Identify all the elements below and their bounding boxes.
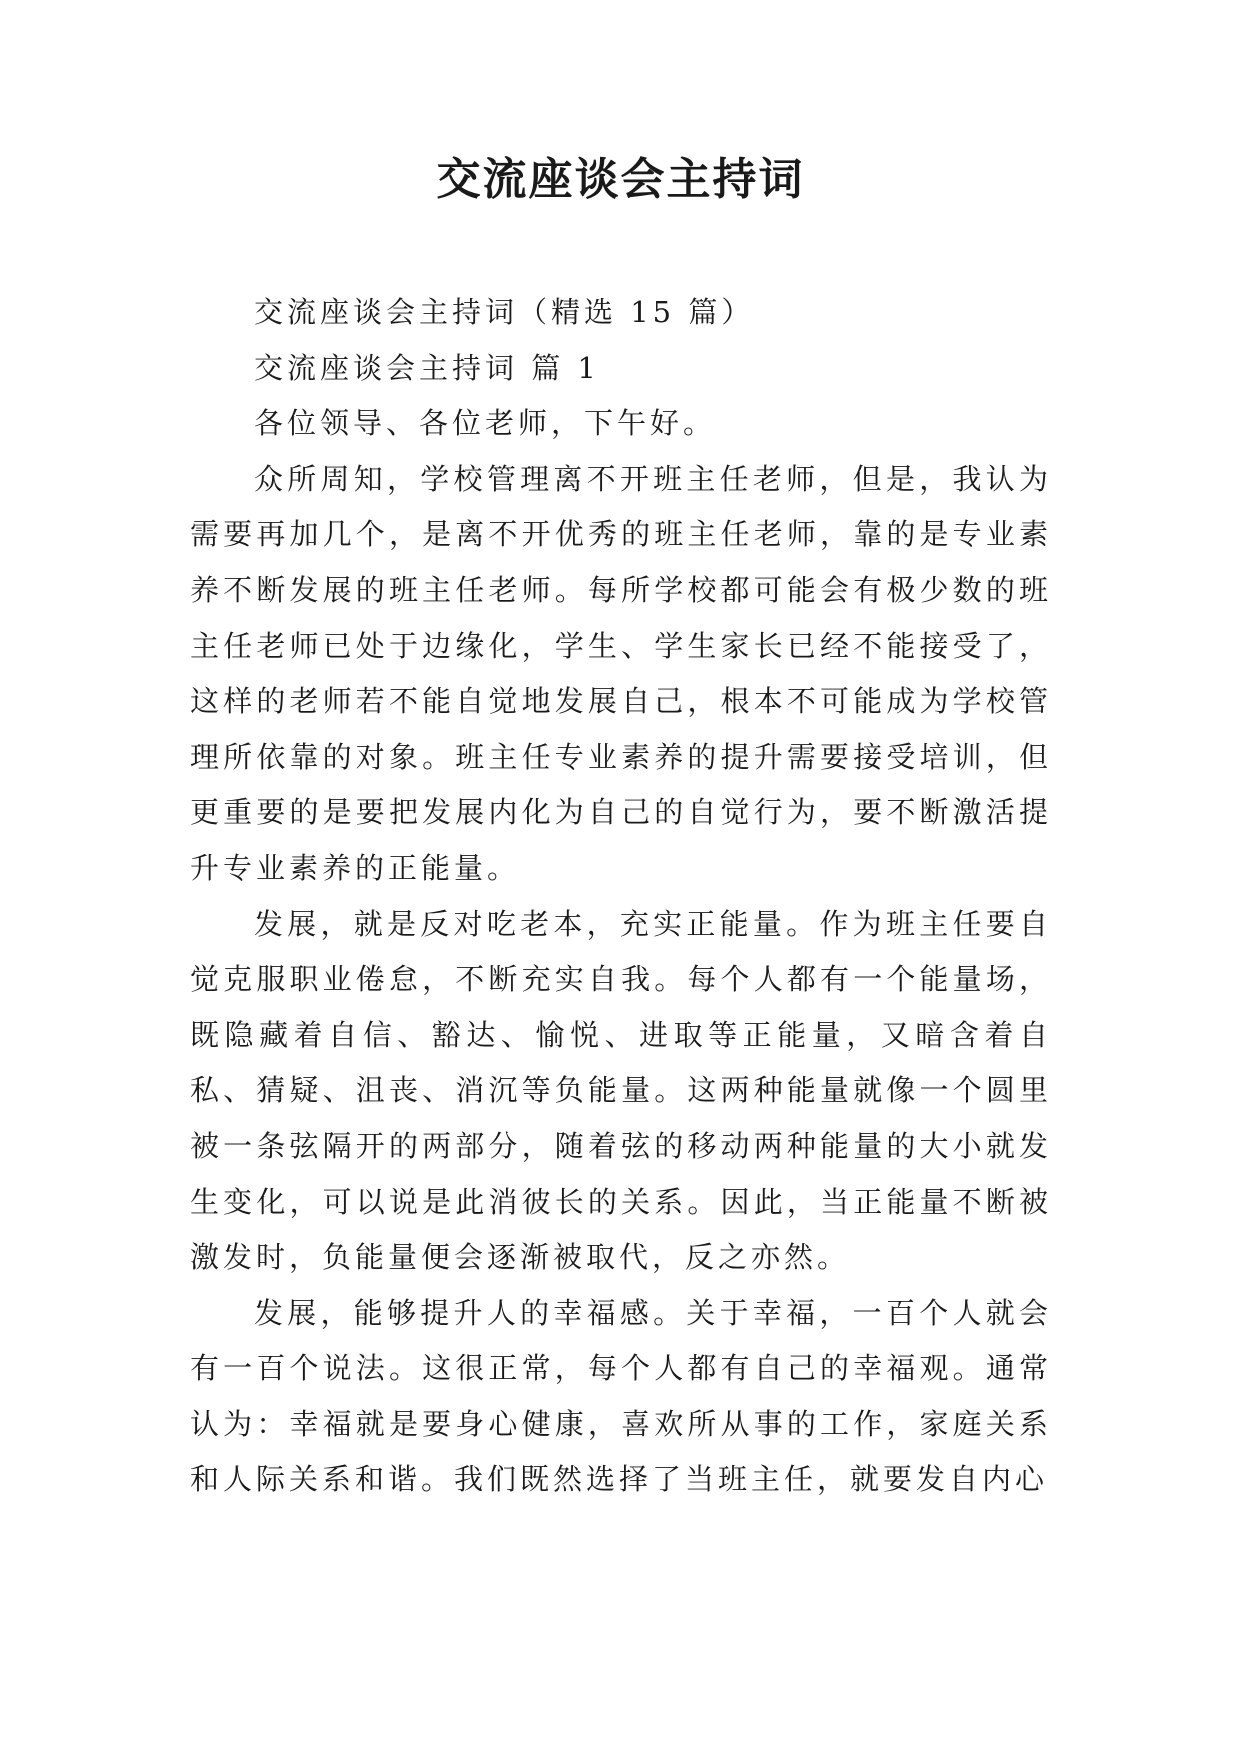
greeting-line: 各位领导、各位老师，下午好。 <box>254 406 717 441</box>
body-paragraph: 众所周知，学校管理离不开班主任老师，但是，我认为需要再加几个，是离不开优秀的班主任老师，靠的是专业素养不断发展的班主任老师。每所学校都可能会有极少数的班主任老师已处于边缘化，学生、学生家长已经不能接受了，这样的老师若不能自觉地发展自己，根本不可能成为学校管理所依靠的对象。班主任专业素养的提升需要接受培训，但更重要的是要把发展内化为自己的自觉行为，要不断激活提升专业素养的正能量。 <box>190 461 1052 885</box>
subtitle-line: 交流座谈会主持词（精选 15 篇） <box>254 295 755 329</box>
body-paragraph: 发展，就是反对吃老本，充实正能量。作为班主任要自觉克服职业倦怠，不断充实自我。每个人都有一个能量场，既隐藏着自信、豁达、愉悦、进取等正能量，又暗含着自私、猜疑、沮丧、消沉等负能量。这两种能量就像一个圆里被一条弦隔开的两部分，随着弦的移动两种能量的大小就发生变化，可以说是此消彼长的关系。因此，当正能量不断被激发时，负能量便会逐渐被取代，反之亦然。 <box>190 906 1052 1275</box>
section-heading: 交流座谈会主持词 篇 1 <box>254 350 600 385</box>
body-paragraph: 发展，能够提升人的幸福感。关于幸福，一百个人就会有一百个说法。这很正常，每个人都有自己的幸福观。通常认为：幸福就是要身心健康，喜欢所从事的工作，家庭关系和人际关系和谐。我们既然选择了当班主任，就要发自内心 <box>190 1295 1052 1497</box>
document-title: 交流座谈会主持词 <box>436 154 805 205</box>
document-body <box>190 285 1052 1508</box>
